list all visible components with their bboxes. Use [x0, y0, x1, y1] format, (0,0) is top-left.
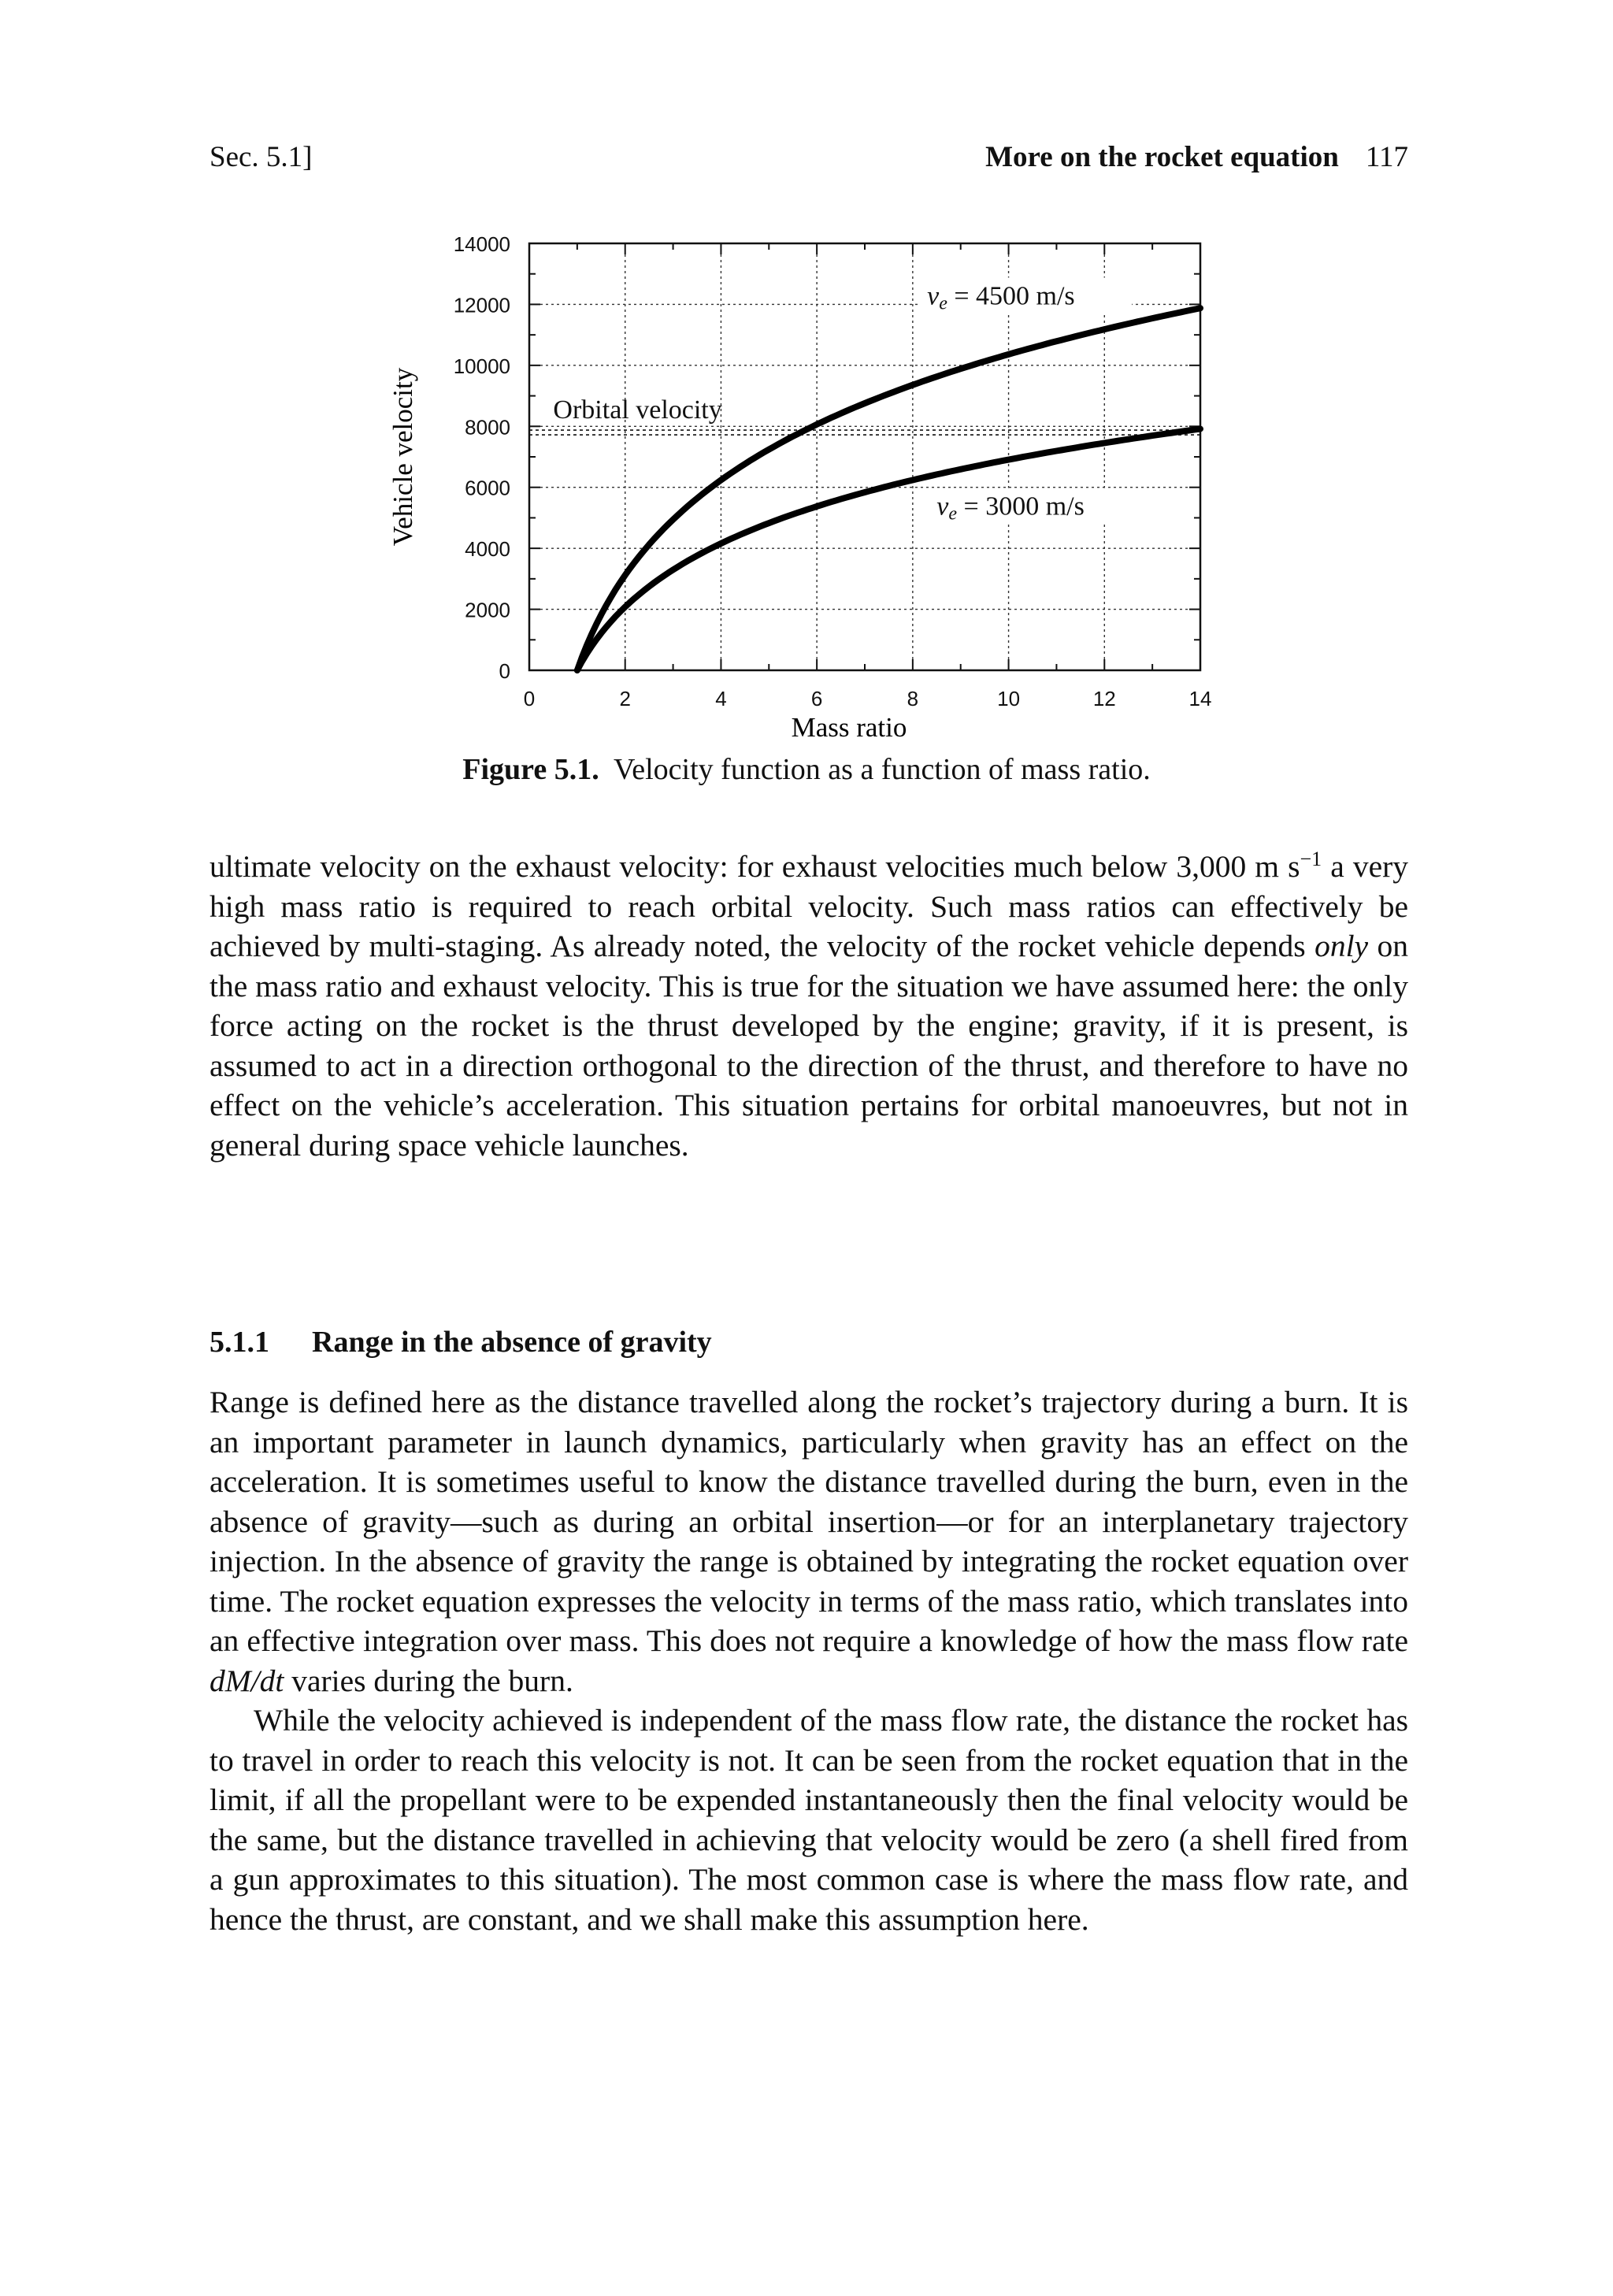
x-tick-labels [524, 687, 1212, 710]
y-tick-label: 2000 [465, 598, 510, 622]
data-point-ve_4500 [912, 384, 913, 385]
data-point-ve_4500 [1056, 341, 1057, 342]
figure-caption [0, 752, 1613, 787]
section-title: Range in the absence of gravity [312, 1326, 712, 1359]
x-tick-label: 4 [715, 687, 727, 710]
body-paragraph-2 [210, 1382, 1408, 1701]
y-tick-label: 8000 [465, 415, 510, 440]
figure-caption-text: Velocity function as a function of mass ratio. [614, 753, 1151, 786]
x-tick-label: 6 [810, 687, 823, 710]
series-labels [919, 277, 1141, 524]
p1-emphasis: only [1315, 929, 1369, 963]
y-axis-label: Vehicle velocity [387, 367, 418, 547]
p2-emphasis: dM/dt [210, 1663, 284, 1698]
section-reference: Sec. 5.1] [210, 141, 313, 173]
x-tick-label: 10 [997, 687, 1021, 710]
section-number: 5.1.1 [210, 1326, 269, 1359]
data-point-ve_3000 [601, 632, 602, 633]
body-paragraph-3: While the velocity achieved is independent of the mass flow rate, the distance the rocket has to travel in order to reach this velocity is not. It can be seen from the rocket equation that in the limit, if all the propellant were to be expended instantaneously then the final velocity would be the same, but the distance travelled in achieving that velocity would be zero (a shell fired from a gun approximates to this situation). The most common case is where the mass flow rate, and hence the thrust, are constant, and we shall make this assumption here. [210, 1703, 1408, 1937]
section-heading [210, 1325, 712, 1359]
y-tick-label: 10000 [453, 354, 510, 378]
p1-text-a: ultimate velocity on the exhaust velocity: for exhaust velocities much below 3,000 m s [210, 849, 1300, 884]
series-label-ve_3000: ve = 3000 m/s [936, 491, 1085, 525]
series-line-ve_3000 [577, 429, 1200, 671]
x-tick-label: 2 [619, 687, 631, 710]
x-tick-label: 8 [907, 687, 919, 710]
x-tick-label: 12 [1092, 687, 1116, 710]
page-number: 117 [1365, 141, 1408, 173]
velocity-chart [0, 0, 1613, 748]
data-point-ve_4500 [601, 614, 602, 615]
y-tick-labels [454, 232, 510, 683]
section-body [210, 1382, 1408, 1939]
x-tick-label: 0 [523, 687, 536, 710]
data-point-ve_4500 [817, 424, 818, 425]
x-axis-label: Mass ratio [791, 712, 907, 743]
y-tick-label: 0 [499, 659, 510, 683]
data-point-ve_4500 [1104, 329, 1105, 330]
y-tick-label: 12000 [453, 293, 510, 317]
chapter-title: More on the rocket equation [985, 141, 1339, 173]
y-tick-label: 4000 [465, 537, 510, 562]
data-point-ve_3000 [1200, 428, 1201, 429]
data-point-ve_3000 [865, 491, 866, 492]
y-tick-label: 14000 [453, 232, 510, 256]
p2-text-a: Range is defined here as the distance travelled along the rocket’s trajectory during a burn. It is an important parameter in launch dynamics, particularly when gravity has an effect on the acceleration. It is sometimes useful to know the distance travelled during the burn, even in the absence of gravity—such as during an orbital insertion—or for an interplanetary trajectory injection. In the absence of gravity the range is obtained by integrating the rocket equation over time. The rocket equation expresses the velocity in terms of the mass ratio, which translates into an effective integration over mass. This does not require a knowledge of how the mass flow rate [210, 1385, 1408, 1658]
data-point-ve_4500 [1200, 308, 1201, 309]
y-tick-label: 6000 [465, 476, 510, 500]
p1-text-c: on the mass ratio and exhaust velocity. This is true for the situation we have assumed here: the only force acting on the rocket is the thrust developed by the engine; gravity, if it is present, is assumed to act in a direction orthogonal to the direction of the thrust, and therefore to have no effect on the vehicle’s acceleration. This situation pertains for orbital manoeuvres, but not in general during space vehicle launches. [210, 929, 1409, 1163]
figure-label: Figure 5.1. [462, 753, 599, 786]
p1-superscript: −1 [1300, 847, 1322, 870]
data-point-ve_4500 [865, 402, 866, 403]
p2-text-b: varies during the burn. [284, 1663, 573, 1698]
data-point-ve_4500 [1152, 318, 1153, 319]
orbital-velocity-label: Orbital velocity [553, 395, 722, 425]
p1-text-b: a very high mass ratio is required to reach orbital velocity. Such mass ratios can effectively be achieved by multi-staging. As already noted, the velocity of the rocket vehicle depends [210, 849, 1409, 963]
body-paragraph-1 [210, 847, 1408, 1165]
data-point-ve_3000 [1008, 459, 1009, 460]
x-tick-label: 14 [1188, 687, 1212, 710]
series-label-ve_4500: ve = 4500 m/s [927, 281, 1075, 314]
